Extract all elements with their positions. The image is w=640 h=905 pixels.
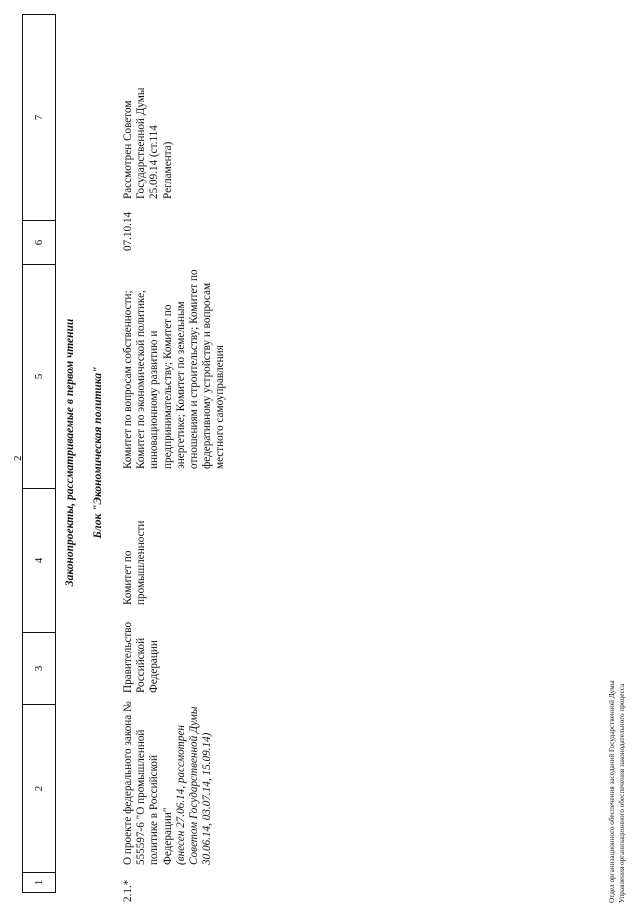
header-col-3: 3 xyxy=(23,633,56,705)
bill-description xyxy=(122,697,214,865)
responsible-committee-cell: Комитет по промышленности xyxy=(122,520,148,605)
section-title: Законопроекты, рассматриваемые в первом чтении xyxy=(64,318,76,587)
status-cell: Рассмотрен Советом Государственной Думы 25.09.14 (ст.114 Регламента) xyxy=(122,87,174,199)
header-col-7: 7 xyxy=(23,15,56,221)
header-col-1: 1 xyxy=(23,873,56,893)
column-number-header xyxy=(22,14,56,893)
date-cell: 07.10.14 xyxy=(122,211,134,251)
bill-note: (внесен 27.06.14, рассмотрен Советом Государственной Думы 30.06.14, 03.07.14, 15.09.14) xyxy=(174,706,214,865)
footer-line-2: Управления организационного обеспечения законодательного процесса xyxy=(618,683,626,903)
header-col-6: 6 xyxy=(23,221,56,265)
footer-line-1: Отдел организационного обеспечения заседаний Государственной Думы xyxy=(608,680,616,903)
header-col-2: 2 xyxy=(23,705,56,873)
header-col-5: 5 xyxy=(23,265,56,489)
bill-title: О проекте федерального закона № 555597-6 "О промышленной политике в Российской Федерации" xyxy=(122,701,174,865)
page-number: 2 xyxy=(12,455,24,461)
co-committees-cell: Комитет по вопросам собственности; Комитет по экономической политике, инновационному развитию и предпринимательству; Комитет по энергетике; Комитет по земельным отношениям и строительству; Комитет по федеративному устройству и вопросам местного самоуправления xyxy=(122,269,227,469)
block-title: Блок "Экономическая политика" xyxy=(92,366,104,539)
header-col-4: 4 xyxy=(23,489,56,633)
row-number: 2.1.* xyxy=(122,879,134,902)
initiator-cell: Правительство Российской Федерации xyxy=(122,621,161,693)
